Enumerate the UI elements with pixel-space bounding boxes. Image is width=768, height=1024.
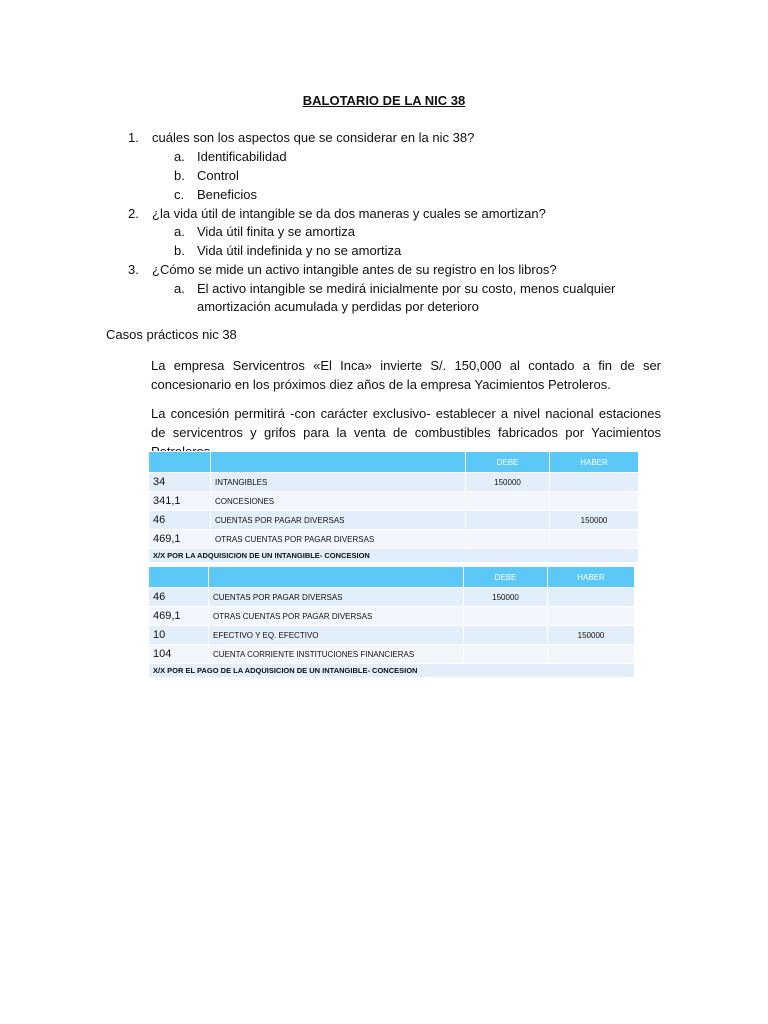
table-row [149, 492, 639, 511]
answer-1c [174, 186, 257, 204]
section-title: Casos prácticos nic 38 [106, 327, 237, 342]
table-row [149, 511, 639, 530]
haber-amount [550, 530, 639, 549]
answer-letter: b. [174, 243, 185, 258]
answer-1a [174, 148, 287, 166]
answer-1b [174, 167, 239, 185]
question-number: 3. [128, 262, 139, 277]
haber-amount [550, 492, 639, 511]
question-text: cuáles son los aspectos que se considerar en la nic 38? [152, 130, 475, 145]
question-number: 2. [128, 206, 139, 221]
question-text: ¿la vida útil de intangible se da dos maneras y cuales se amortizan? [152, 206, 546, 221]
header-cell [149, 452, 211, 473]
account-code: 469,1 [149, 530, 211, 549]
account-code: 34 [149, 473, 211, 492]
header-debe: DEBE [464, 567, 548, 588]
case-paragraph-1: La empresa Servicentros «El Inca» invierte S/. 150,000 al contado a fin de ser concesionario en los próximos diez años de la empresa Yacimientos Petroleros. [151, 358, 661, 392]
table-row [149, 588, 635, 607]
header-cell [209, 567, 464, 588]
account-description: INTANGIBLES [211, 473, 466, 492]
haber-amount: 150000 [550, 511, 639, 530]
answer-text: Control [197, 168, 239, 183]
table-row [149, 473, 639, 492]
account-description: OTRAS CUENTAS POR PAGAR DIVERSAS [209, 607, 464, 626]
debe-amount [466, 530, 550, 549]
answer-3a [174, 280, 615, 316]
debe-amount [464, 645, 548, 664]
table-footer-row [149, 664, 635, 678]
account-description: OTRAS CUENTAS POR PAGAR DIVERSAS [211, 530, 466, 549]
answer-text: El activo intangible se medirá inicialmente por su costo, menos cualquier [197, 281, 616, 296]
header-cell [149, 567, 209, 588]
answer-letter: a. [174, 281, 185, 296]
account-description: CUENTAS POR PAGAR DIVERSAS [211, 511, 466, 530]
account-code: 46 [149, 511, 211, 530]
account-code: 341,1 [149, 492, 211, 511]
answer-letter: b. [174, 168, 185, 183]
table-row [149, 645, 635, 664]
account-description: EFECTIVO Y EQ. EFECTIVO [209, 626, 464, 645]
question-3 [128, 261, 557, 279]
answer-2b [174, 242, 401, 260]
table-row [149, 530, 639, 549]
answer-text: Vida útil indefinida y no se amortiza [197, 243, 402, 258]
debe-amount [464, 607, 548, 626]
account-code: 46 [149, 588, 209, 607]
table-header-row [149, 452, 639, 473]
header-haber: HABER [548, 567, 635, 588]
account-description: CONCESIONES [211, 492, 466, 511]
account-code: 104 [149, 645, 209, 664]
answer-letter: c. [174, 187, 185, 202]
answer-2a [174, 223, 355, 241]
answer-letter: a. [174, 149, 185, 164]
haber-amount [550, 473, 639, 492]
journal-table-2 [148, 566, 635, 678]
debe-amount [466, 492, 550, 511]
table-header-row [149, 567, 635, 588]
case-paragraph-2: La concesión permitirá -con carácter exclusivo- establecer a nivel nacional estaciones de servicentros y grifos para la venta de combustibles fabricados por Yacimientos [151, 406, 661, 440]
account-description: CUENTAS POR PAGAR DIVERSAS [209, 588, 464, 607]
question-text: ¿Cómo se mide un activo intangible antes de su registro en los libros? [152, 262, 557, 277]
haber-amount [548, 607, 635, 626]
entry-description: X/X POR EL PAGO DE LA ADQUISICION DE UN INTANGIBLE- CONCESION [149, 664, 635, 678]
haber-amount [548, 645, 635, 664]
debe-amount: 150000 [464, 588, 548, 607]
question-number: 1. [128, 130, 139, 145]
question-1 [128, 129, 474, 147]
question-2 [128, 205, 546, 223]
table-row [149, 626, 635, 645]
journal-table-1 [148, 451, 639, 563]
debe-amount [466, 511, 550, 530]
haber-amount [548, 588, 635, 607]
account-description: CUENTA CORRIENTE INSTITUCIONES FINANCIERAS [209, 645, 464, 664]
account-code: 469,1 [149, 607, 209, 626]
answer-text: Vida útil finita y se amortiza [197, 224, 355, 239]
table-footer-row [149, 549, 639, 563]
debe-amount [464, 626, 548, 645]
header-debe: DEBE [466, 452, 550, 473]
haber-amount: 150000 [548, 626, 635, 645]
account-code: 10 [149, 626, 209, 645]
table-row [149, 607, 635, 626]
answer-text: Beneficios [197, 187, 257, 202]
header-haber: HABER [550, 452, 639, 473]
answer-text: Identificabilidad [197, 149, 287, 164]
answer-letter: a. [174, 224, 185, 239]
debe-amount: 150000 [466, 473, 550, 492]
answer-text-continued: amortización acumulada y perdidas por deterioro [197, 299, 479, 314]
document-title: BALOTARIO DE LA NIC 38 [302, 93, 466, 108]
header-cell [211, 452, 466, 473]
entry-description: X/X POR LA ADQUISICION DE UN INTANGIBLE- CONCESION [149, 549, 639, 563]
